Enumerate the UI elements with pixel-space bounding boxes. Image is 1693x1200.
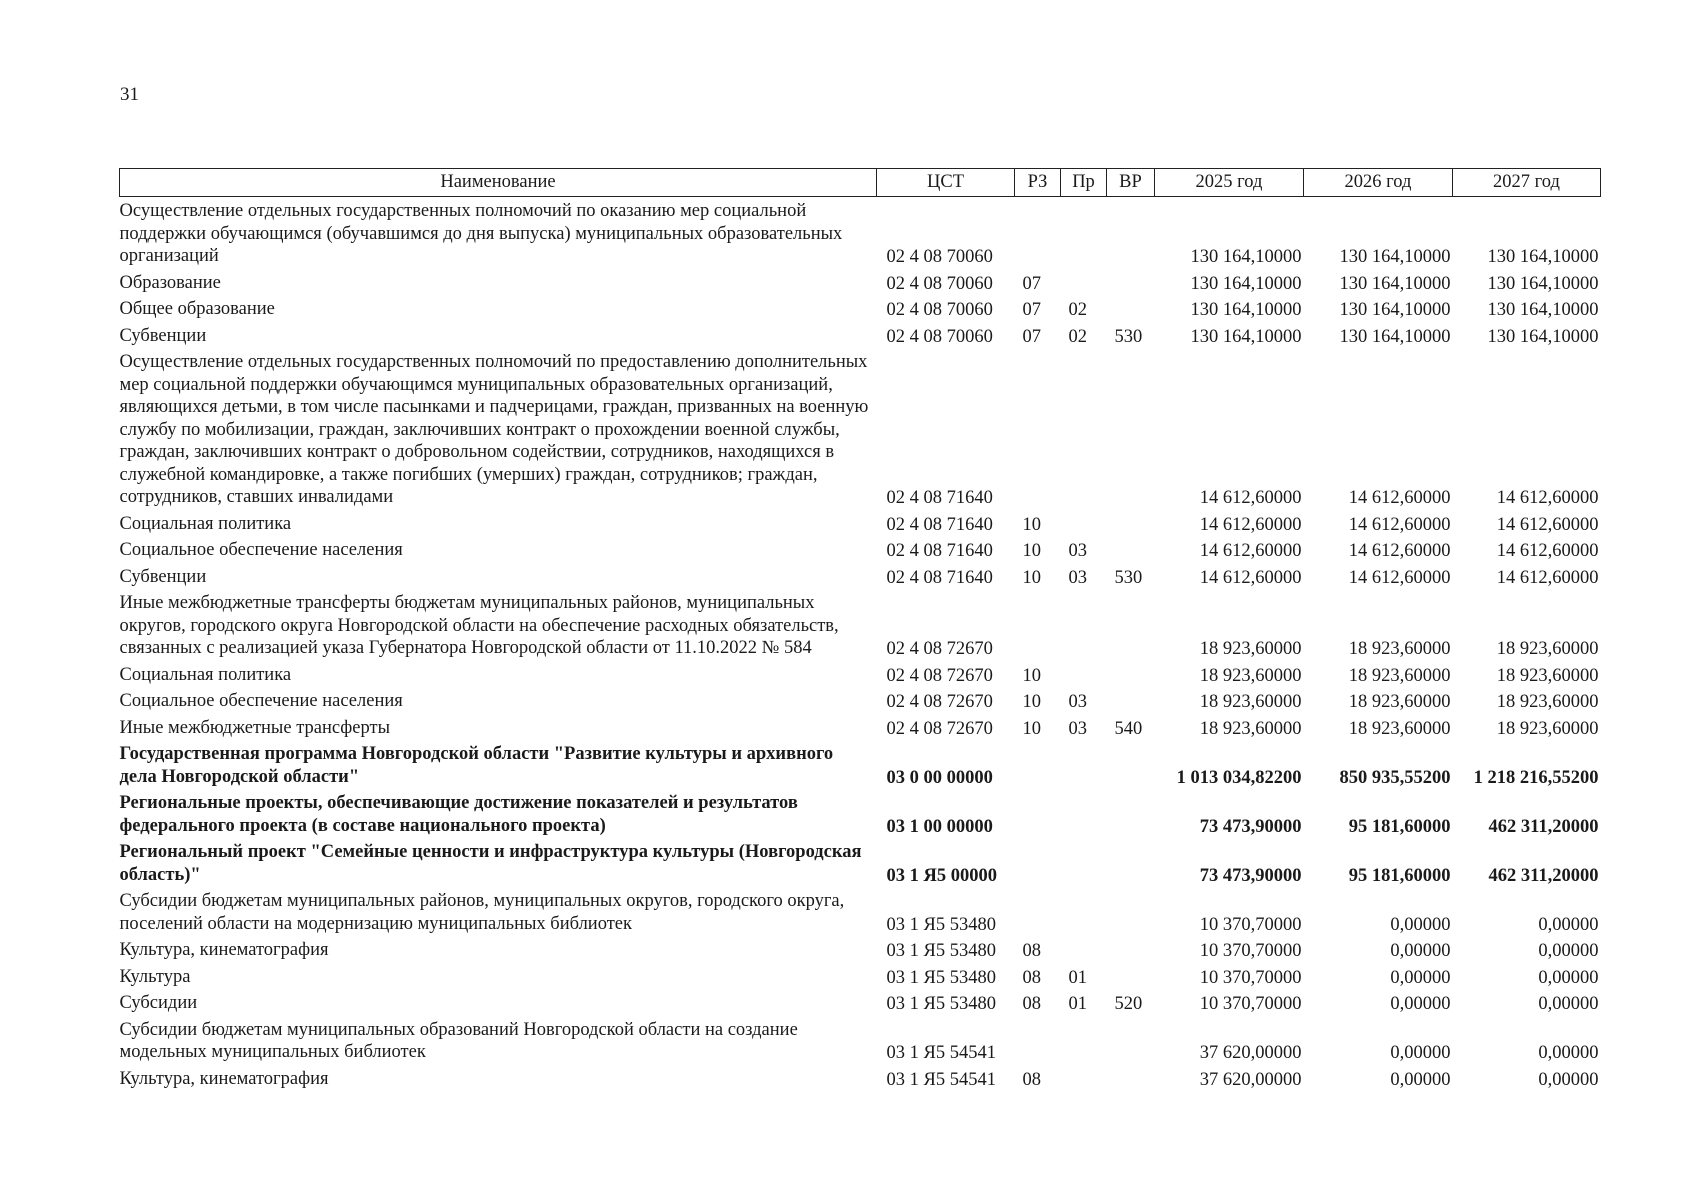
table-row [120, 1016, 1601, 1065]
row-rz [1015, 887, 1061, 936]
row-value-2027: 14 612,60000 [1496, 541, 1599, 561]
row-cst: 03 1 Я5 00000 [886, 865, 997, 886]
row-pr: 02 [1068, 300, 1087, 320]
row-pr [1061, 661, 1107, 688]
row-rz [1015, 838, 1061, 887]
row-value-2025: 10 370,70000 [1199, 967, 1302, 988]
table-row [120, 838, 1601, 887]
table-row [120, 510, 1601, 537]
table-row [120, 714, 1601, 741]
header-2026: 2026 год [1304, 169, 1453, 197]
row-value-2027: 18 923,60000 [1496, 639, 1599, 659]
row-rz: 10 [1022, 514, 1041, 535]
row-vr: 530 [1114, 326, 1143, 347]
table-row [120, 989, 1601, 1016]
row-vr [1107, 789, 1155, 838]
table-row [120, 887, 1601, 936]
row-value-2027: 0,00000 [1538, 1043, 1599, 1063]
row-name: Социальное обеспечение населения [119, 540, 403, 560]
row-vr [1107, 936, 1155, 963]
table-row [120, 1065, 1601, 1092]
row-rz: 08 [1022, 967, 1041, 988]
row-vr [1107, 687, 1155, 714]
row-pr: 02 [1068, 326, 1087, 347]
row-cst: 02 4 08 70060 [886, 247, 993, 267]
row-value-2026: 130 164,10000 [1339, 247, 1451, 267]
header-pr: Пр [1061, 169, 1107, 197]
row-cst: 02 4 08 72670 [886, 718, 993, 739]
row-name: Региональные проекты, обеспечивающие достижение показателей и результатов федерального проекта (в составе национального проекта) [119, 793, 798, 836]
row-value-2027: 130 164,10000 [1487, 273, 1599, 294]
row-rz [1015, 740, 1061, 789]
row-vr [1107, 197, 1155, 269]
header-2025: 2025 год [1155, 169, 1304, 197]
row-value-2026: 18 923,60000 [1348, 639, 1451, 659]
row-name: Субсидии бюджетам муниципальных районов, муниципальных округов, городского округа, поселений области на модернизацию муниципальных библиотек [119, 891, 845, 934]
row-pr: 03 [1068, 567, 1087, 588]
header-vr: ВР [1107, 169, 1155, 197]
row-value-2027: 0,00000 [1538, 941, 1599, 961]
row-pr: 01 [1068, 967, 1087, 988]
table-body [120, 197, 1601, 1092]
row-value-2025: 14 612,60000 [1199, 567, 1302, 588]
header-name: Наименование [120, 169, 877, 197]
row-pr [1061, 269, 1107, 296]
row-vr [1107, 838, 1155, 887]
row-name: Региональный проект "Семейные ценности и инфраструктура культуры (Новгородская область)" [119, 842, 862, 885]
header-2027: 2027 год [1453, 169, 1601, 197]
row-value-2026: 18 923,60000 [1348, 665, 1451, 686]
row-pr [1061, 1016, 1107, 1065]
table-row [120, 269, 1601, 296]
row-value-2026: 850 935,55200 [1339, 767, 1451, 788]
row-pr [1061, 887, 1107, 936]
row-value-2027: 18 923,60000 [1496, 665, 1599, 686]
row-value-2025: 10 370,70000 [1199, 994, 1302, 1014]
row-cst: 03 1 Я5 53480 [886, 941, 996, 961]
row-value-2027: 0,00000 [1538, 967, 1599, 988]
row-pr [1061, 197, 1107, 269]
row-value-2025: 37 620,00000 [1199, 1069, 1302, 1090]
row-pr [1061, 348, 1107, 510]
row-cst: 02 4 08 71640 [886, 514, 993, 535]
row-cst: 03 1 00 00000 [886, 816, 993, 837]
row-rz [1015, 197, 1061, 269]
table-row [120, 687, 1601, 714]
row-value-2025: 130 164,10000 [1190, 326, 1302, 347]
row-vr [1107, 295, 1155, 322]
row-vr: 530 [1114, 567, 1143, 588]
row-name: Социальная политика [119, 664, 292, 685]
row-name: Социальное обеспечение населения [119, 691, 403, 711]
row-rz: 10 [1022, 567, 1041, 588]
row-value-2025: 37 620,00000 [1199, 1043, 1302, 1063]
row-name: Осуществление отдельных государственных полномочий по оказанию мер социальной поддержки обучающимся (обучавшимся до дня выпуска) муниципальных образовательных организаций [119, 201, 843, 266]
row-value-2027: 130 164,10000 [1487, 247, 1599, 267]
row-value-2025: 18 923,60000 [1199, 692, 1302, 712]
row-value-2027: 130 164,10000 [1487, 326, 1599, 347]
row-value-2026: 0,00000 [1390, 1069, 1451, 1090]
row-rz [1015, 348, 1061, 510]
row-value-2025: 14 612,60000 [1199, 541, 1302, 561]
row-vr [1107, 589, 1155, 661]
row-pr: 03 [1068, 541, 1087, 561]
row-cst: 03 1 Я5 53480 [886, 914, 996, 935]
row-name: Государственная программа Новгородской области "Развитие культуры и архивного дела Новгородской области" [119, 744, 834, 787]
row-name: Общее образование [119, 299, 275, 319]
row-name: Субвенции [119, 566, 207, 587]
row-vr [1107, 348, 1155, 510]
row-cst: 02 4 08 70060 [886, 300, 993, 320]
row-cst: 02 4 08 72670 [886, 665, 993, 686]
row-value-2025: 18 923,60000 [1199, 718, 1302, 739]
row-value-2026: 95 181,60000 [1348, 865, 1451, 886]
row-pr: 01 [1068, 994, 1087, 1014]
row-cst: 03 0 00 00000 [886, 767, 993, 788]
row-vr [1107, 887, 1155, 936]
row-vr: 520 [1114, 994, 1143, 1014]
row-cst: 03 1 Я5 54541 [886, 1069, 996, 1090]
row-value-2025: 73 473,90000 [1199, 816, 1302, 837]
row-value-2027: 462 311,20000 [1488, 816, 1599, 837]
row-vr [1107, 269, 1155, 296]
row-value-2027: 130 164,10000 [1487, 300, 1599, 320]
row-rz: 10 [1022, 541, 1041, 561]
table-row [120, 963, 1601, 990]
row-pr [1061, 740, 1107, 789]
row-value-2027: 0,00000 [1538, 1069, 1599, 1090]
row-value-2027: 14 612,60000 [1496, 514, 1599, 535]
row-value-2027: 0,00000 [1538, 914, 1599, 935]
row-value-2025: 10 370,70000 [1199, 914, 1302, 935]
row-rz [1015, 589, 1061, 661]
row-name: Осуществление отдельных государственных полномочий по предоставлению дополнительных мер социальной поддержки обучающимся муниципальных образовательных организаций, являющихся детьми, в том числе пасынками и падчерицами, граждан, призванных на военную службу по мобилизации, граждан, заключивших контракт о прохождении военной службы, граждан, заключивших контракт о добровольном содействии, сотрудников, находящихся в служебной командировке, а также погибших (умерших) граждан, сотрудников; граждан, сотрудников, ставших инвалидами [119, 352, 869, 507]
row-name: Культура, кинематография [119, 1068, 329, 1089]
row-cst: 02 4 08 72670 [886, 692, 993, 712]
row-vr [1107, 661, 1155, 688]
row-value-2026: 0,00000 [1390, 941, 1451, 961]
row-value-2026: 0,00000 [1390, 1043, 1451, 1063]
row-name: Образование [119, 272, 221, 293]
table-row [120, 322, 1601, 349]
table-row [120, 348, 1601, 510]
row-value-2026: 95 181,60000 [1348, 816, 1451, 837]
row-name: Субсидии [119, 993, 198, 1013]
row-value-2026: 130 164,10000 [1339, 300, 1451, 320]
row-value-2026: 18 923,60000 [1348, 692, 1451, 712]
row-value-2025: 10 370,70000 [1199, 941, 1302, 961]
header-rz: РЗ [1015, 169, 1061, 197]
page-number: 31 [120, 84, 139, 105]
row-name: Субсидии бюджетам муниципальных образований Новгородской области на создание модельных муниципальных библиотек [119, 1019, 798, 1062]
row-name: Культура [119, 966, 191, 987]
row-value-2025: 130 164,10000 [1190, 273, 1302, 294]
table-row [120, 589, 1601, 661]
row-value-2025: 14 612,60000 [1199, 488, 1302, 508]
table-row [120, 295, 1601, 322]
table-row [120, 563, 1601, 590]
row-name: Иные межбюджетные трансферты бюджетам муниципальных районов, муниципальных округов, городского округа Новгородской области на обеспечение расходных обязательств, связанных с реализацией указа Губернатора Новгородской области от 11.10.2022 № 584 [119, 593, 839, 658]
table-row [120, 740, 1601, 789]
row-rz: 10 [1022, 718, 1041, 739]
row-cst: 03 1 Я5 53480 [886, 967, 996, 988]
row-name: Социальная политика [119, 513, 292, 534]
row-value-2026: 14 612,60000 [1348, 567, 1451, 588]
row-pr [1061, 936, 1107, 963]
row-value-2026: 14 612,60000 [1348, 541, 1451, 561]
row-value-2027: 14 612,60000 [1496, 567, 1599, 588]
row-value-2025: 18 923,60000 [1199, 665, 1302, 686]
row-name: Культура, кинематография [119, 940, 329, 960]
table-row [120, 661, 1601, 688]
row-cst: 02 4 08 71640 [886, 488, 993, 508]
row-value-2025: 18 923,60000 [1199, 639, 1302, 659]
row-value-2026: 130 164,10000 [1339, 326, 1451, 347]
row-cst: 03 1 Я5 54541 [886, 1043, 996, 1063]
row-cst: 02 4 08 70060 [886, 326, 993, 347]
row-rz [1015, 789, 1061, 838]
row-value-2027: 0,00000 [1538, 994, 1599, 1014]
row-pr: 03 [1068, 718, 1087, 739]
row-name: Субвенции [119, 325, 207, 346]
row-vr [1107, 536, 1155, 563]
row-rz: 08 [1022, 994, 1041, 1014]
row-rz: 08 [1022, 941, 1041, 961]
row-pr [1061, 789, 1107, 838]
row-vr [1107, 510, 1155, 537]
row-rz: 10 [1022, 665, 1041, 686]
row-vr [1107, 1016, 1155, 1065]
row-vr [1107, 963, 1155, 990]
table-row [120, 936, 1601, 963]
row-value-2027: 18 923,60000 [1496, 692, 1599, 712]
header-cst: ЦСТ [877, 169, 1015, 197]
row-value-2025: 73 473,90000 [1199, 865, 1302, 886]
row-value-2025: 1 013 034,82200 [1176, 767, 1302, 788]
row-value-2026: 14 612,60000 [1348, 488, 1451, 508]
row-value-2025: 130 164,10000 [1190, 247, 1302, 267]
row-vr [1107, 740, 1155, 789]
table-row [120, 197, 1601, 269]
row-vr: 540 [1114, 718, 1143, 739]
row-value-2027: 1 218 216,55200 [1473, 767, 1599, 788]
row-vr [1107, 1065, 1155, 1092]
table-header [120, 169, 1601, 197]
row-value-2026: 18 923,60000 [1348, 718, 1451, 739]
row-value-2027: 462 311,20000 [1488, 865, 1599, 886]
row-cst: 02 4 08 72670 [886, 639, 993, 659]
row-pr [1061, 1065, 1107, 1092]
row-value-2027: 18 923,60000 [1496, 718, 1599, 739]
row-rz: 07 [1022, 300, 1041, 320]
row-cst: 02 4 08 70060 [886, 273, 993, 294]
row-value-2026: 0,00000 [1390, 994, 1451, 1014]
row-rz [1015, 1016, 1061, 1065]
budget-table [119, 168, 1601, 1091]
row-value-2025: 14 612,60000 [1199, 514, 1302, 535]
row-rz: 10 [1022, 692, 1041, 712]
row-cst: 02 4 08 71640 [886, 567, 993, 588]
table-row [120, 536, 1601, 563]
row-pr: 03 [1068, 692, 1087, 712]
row-value-2027: 14 612,60000 [1496, 488, 1599, 508]
row-cst: 02 4 08 71640 [886, 541, 993, 561]
row-pr [1061, 510, 1107, 537]
row-cst: 03 1 Я5 53480 [886, 994, 996, 1014]
row-value-2026: 130 164,10000 [1339, 273, 1451, 294]
table-row [120, 789, 1601, 838]
row-value-2025: 130 164,10000 [1190, 300, 1302, 320]
row-name: Иные межбюджетные трансферты [119, 717, 391, 738]
row-value-2026: 0,00000 [1390, 967, 1451, 988]
row-pr [1061, 589, 1107, 661]
row-value-2026: 0,00000 [1390, 914, 1451, 935]
row-rz: 07 [1022, 273, 1041, 294]
row-pr [1061, 838, 1107, 887]
row-value-2026: 14 612,60000 [1348, 514, 1451, 535]
row-rz: 08 [1022, 1069, 1041, 1090]
row-rz: 07 [1022, 326, 1041, 347]
